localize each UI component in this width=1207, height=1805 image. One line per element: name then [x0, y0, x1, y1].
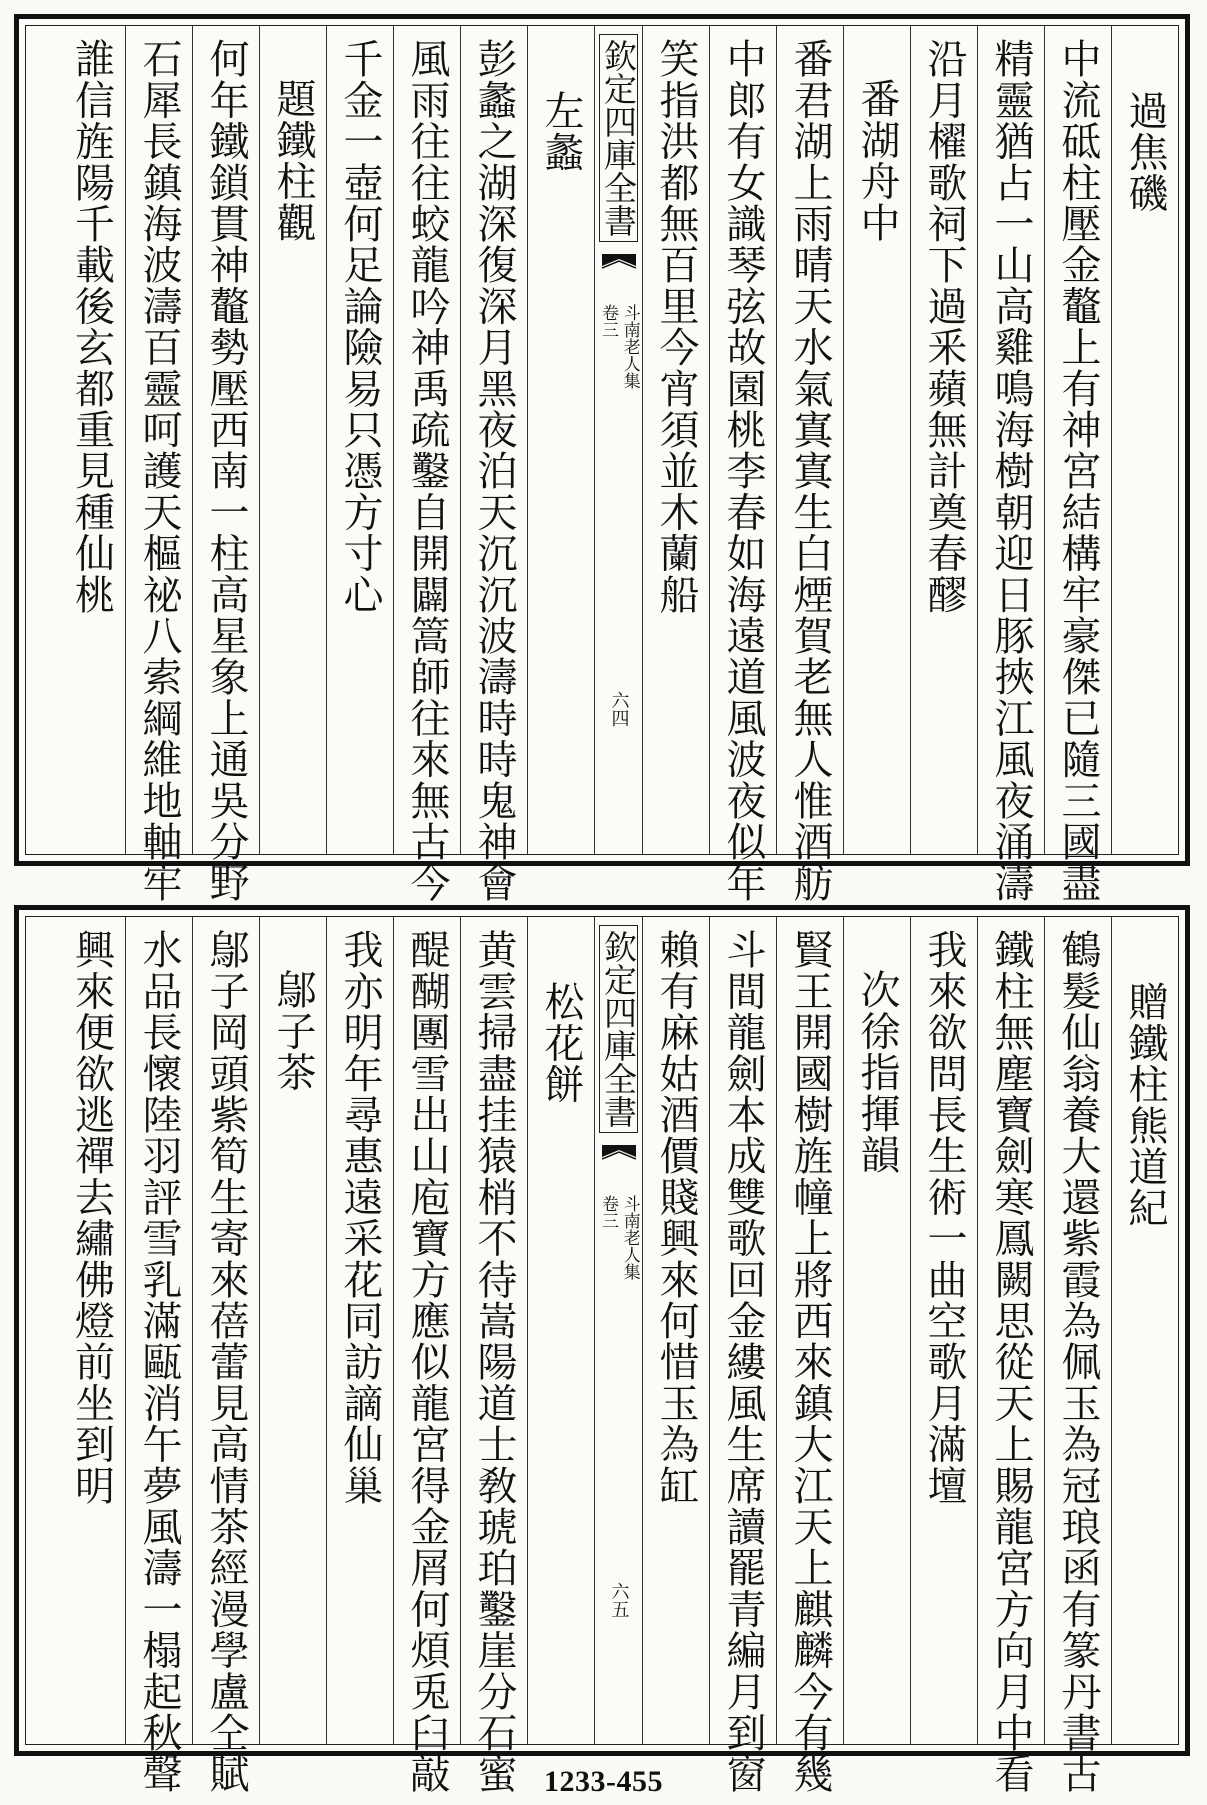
poem-line: 賢王開國樹旌幢上將西來鎮大江天上麒麟今有幾: [776, 917, 843, 1744]
poem-line: 鶴髮仙翁養大還紫霞為佩玉為冠琅函有篆丹書古: [1044, 917, 1111, 1744]
poem-line: 鐵柱無塵寶劍寒鳳闕思從天上賜龍宮方向月中看: [977, 917, 1044, 1744]
book-title: 斗南老人集: [619, 1195, 640, 1280]
top-page: [14, 14, 1190, 904]
poem-line: 千金一壺何足論險易只憑方寸心: [326, 26, 393, 854]
folio-number: 六五: [608, 1582, 630, 1618]
library-title: 欽定四庫全書: [599, 925, 638, 1133]
poem-line: 我來欲問長生術一曲空歌月滿壇: [910, 917, 977, 1744]
poem-line: 石犀長鎮海波濤百靈呵護天樞祕八索綱維地軸牢: [125, 26, 192, 854]
library-title: 欽定四庫全書: [599, 34, 638, 242]
poem-line: 中流砥柱壓金鼇上有神宮結構牢豪傑已隨三國盡: [1044, 26, 1111, 854]
volume-label: 卷三: [598, 1195, 618, 1229]
poem-line: 沿月櫂歌祠下過釆蘋無計奠春醪: [910, 26, 977, 854]
top-page-frame: [25, 25, 1179, 904]
poem-line: 我亦明年尋惠遠采花同訪謫仙巢: [326, 917, 393, 1744]
fish-tail-mark-icon: [602, 254, 636, 284]
poem-line: 斗間龍劍本成雙歌回金縷風生席讀罷青編月到窗: [709, 917, 776, 1744]
poem-title: 番湖舟中: [843, 26, 910, 854]
poem-line: 番君湖上雨晴天水氣寘寘生白煙賀老無人惟酒舫: [776, 26, 843, 854]
poem-line: 精靈猶占一山高雞鳴海樹朝迎日豚挾江風夜涌濤: [977, 26, 1044, 854]
poem-line: 鄔子岡頭紫筍生寄來蓓蕾見高情茶經漫學盧仝賦: [192, 917, 259, 1744]
poem-line: 興來便欲逃禪去繡佛燈前坐到明: [68, 929, 115, 1506]
center-fold: [594, 917, 642, 1744]
center-fold: [594, 26, 642, 854]
poem-line: 笑指洪都無百里今宵須並木蘭船: [642, 26, 709, 854]
poem-title: 松花餅: [527, 917, 594, 1744]
poem-title: 次徐指揮韻: [843, 917, 910, 1744]
poem-line: 黄雲掃盡挂猿梢不待嵩陽道士敎琥珀鑿崖分石蜜: [460, 917, 527, 1744]
poem-title: 過焦磯: [1111, 26, 1178, 854]
poem-line: 彭蠡之湖深復深月黑夜泊天沉沉波濤時時鬼神會: [460, 26, 527, 854]
poem-title: 題鐵柱觀: [259, 26, 326, 854]
poem-title: 贈鐵柱熊道紀: [1111, 917, 1178, 1744]
poem-title: 鄔子茶: [259, 917, 326, 1744]
book-title: 斗南老人集: [619, 304, 640, 389]
poem-line: 賴有麻姑酒價賤興來何惜玉為缸: [642, 917, 709, 1744]
poem-line: 中郎有女識琴弦故園桃李春如海遠道風波夜似年: [709, 26, 776, 854]
volume-label: 卷三: [598, 304, 618, 338]
poem-line: 何年鐵鎖貫神鼇勢壓西南一柱高星象上通吳分野: [192, 26, 259, 854]
poem-line: 誰信旌陽千載後玄都重見種仙桃: [68, 38, 115, 615]
page-number: 1233-455: [544, 1765, 663, 1798]
poem-line: 水品長懷陸羽評雪乳滿甌消午夢風濤一榻起秋聲: [125, 917, 192, 1744]
folio-number: 六四: [608, 691, 630, 727]
fish-tail-mark-icon: [602, 1145, 636, 1175]
poem-line: 醍醐團雪出山庖寶方應似龍宮得金屑何煩兎臼敲: [393, 917, 460, 1744]
poem-title: 左蠡: [527, 26, 594, 854]
poem-line: 風雨往往蛟龍吟神禹疏鑿自開闢篙師往來無古今: [393, 26, 460, 854]
